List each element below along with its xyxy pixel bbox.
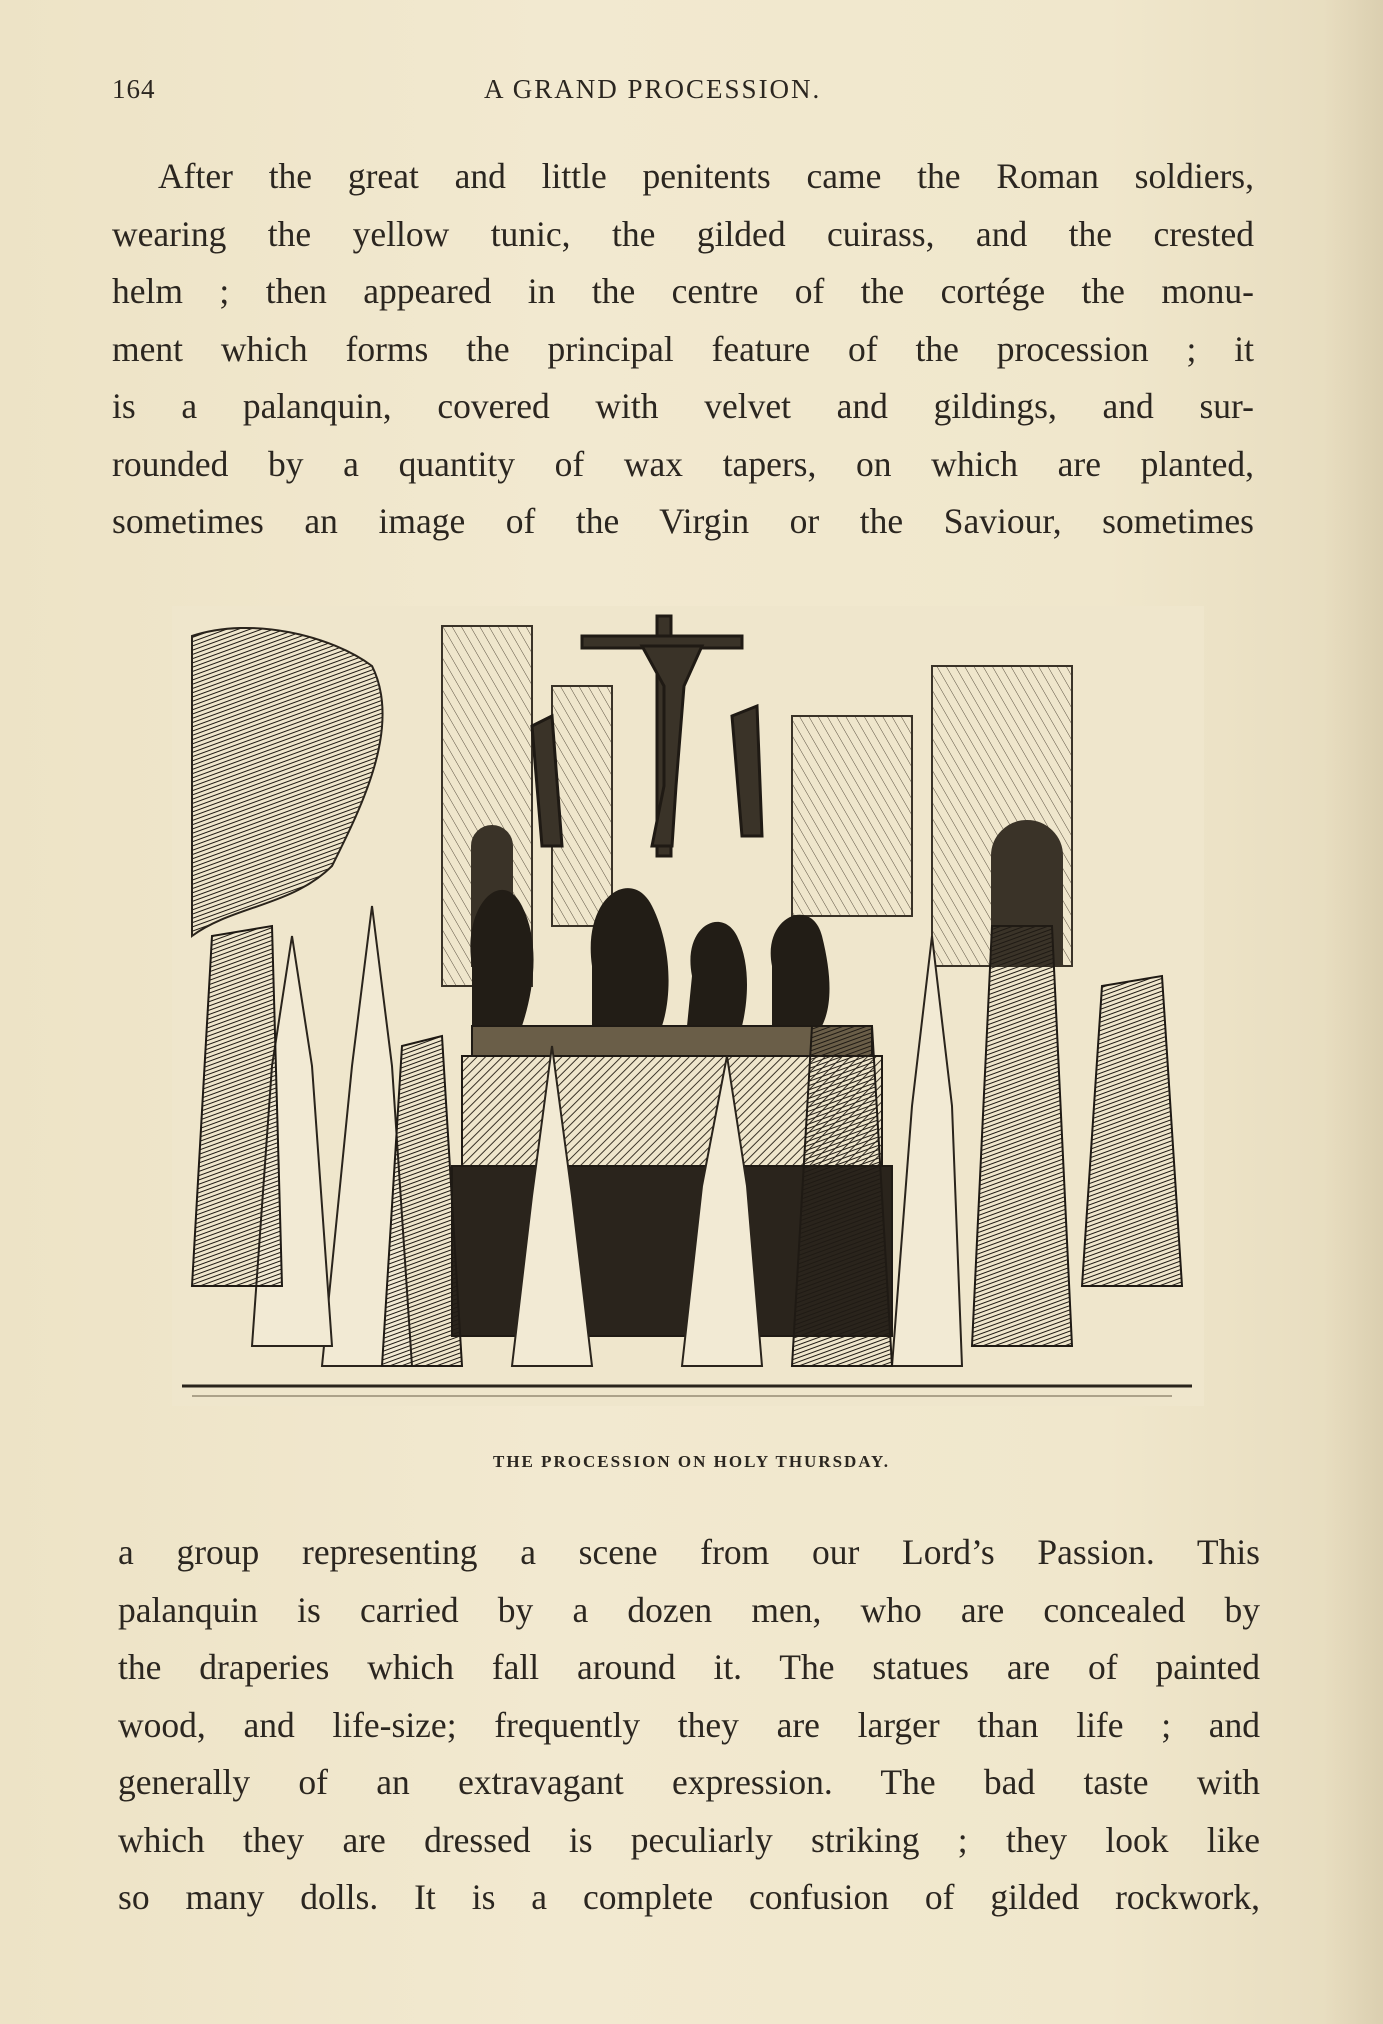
page-number: 164 [112, 74, 156, 104]
text-line: is a palanquin, covered with velvet and gildings, and sur- [112, 386, 1254, 426]
paragraph-bottom [118, 1524, 1260, 1927]
page-edge-shading [1323, 0, 1383, 2024]
running-title: A GRAND PROCESSION. [484, 74, 822, 104]
running-head [112, 74, 1262, 114]
text-line: sometimes an image of the Virgin or the Saviour, sometimes [112, 501, 1254, 541]
illustration-caption: THE PROCESSION ON HOLY THURSDAY. [492, 1452, 891, 1471]
text-line: After the great and little penitents came the Roman soldiers, [158, 156, 1254, 196]
text-line: palanquin is carried by a dozen men, who are concealed by [118, 1589, 1260, 1630]
text-line: a group representing a scene from our Lord’s Passion. This [118, 1532, 1260, 1572]
text-line: so many dolls. It is a complete confusion of gilded rockwork, [118, 1877, 1260, 1917]
text-line: which they are dressed is peculiarly striking ; they look like [118, 1819, 1260, 1860]
text-line: helm ; then appeared in the centre of the cortége the monu- [112, 271, 1254, 311]
text-line: rounded by a quantity of wax tapers, on which are planted, [112, 443, 1254, 484]
text-line: ment which forms the principal feature of the procession ; it [112, 328, 1254, 369]
text-line: wood, and life-size; frequently they are larger than life ; and [118, 1704, 1260, 1745]
text-line: wearing the yellow tunic, the gilded cuirass, and the crested [112, 213, 1254, 254]
paragraph-top [112, 148, 1254, 551]
text-line: generally of an extravagant expression. The bad taste with [118, 1762, 1260, 1802]
text-line: the draperies which fall around it. The statues are of painted [118, 1647, 1260, 1687]
engraving-procession-illustration [172, 606, 1204, 1406]
